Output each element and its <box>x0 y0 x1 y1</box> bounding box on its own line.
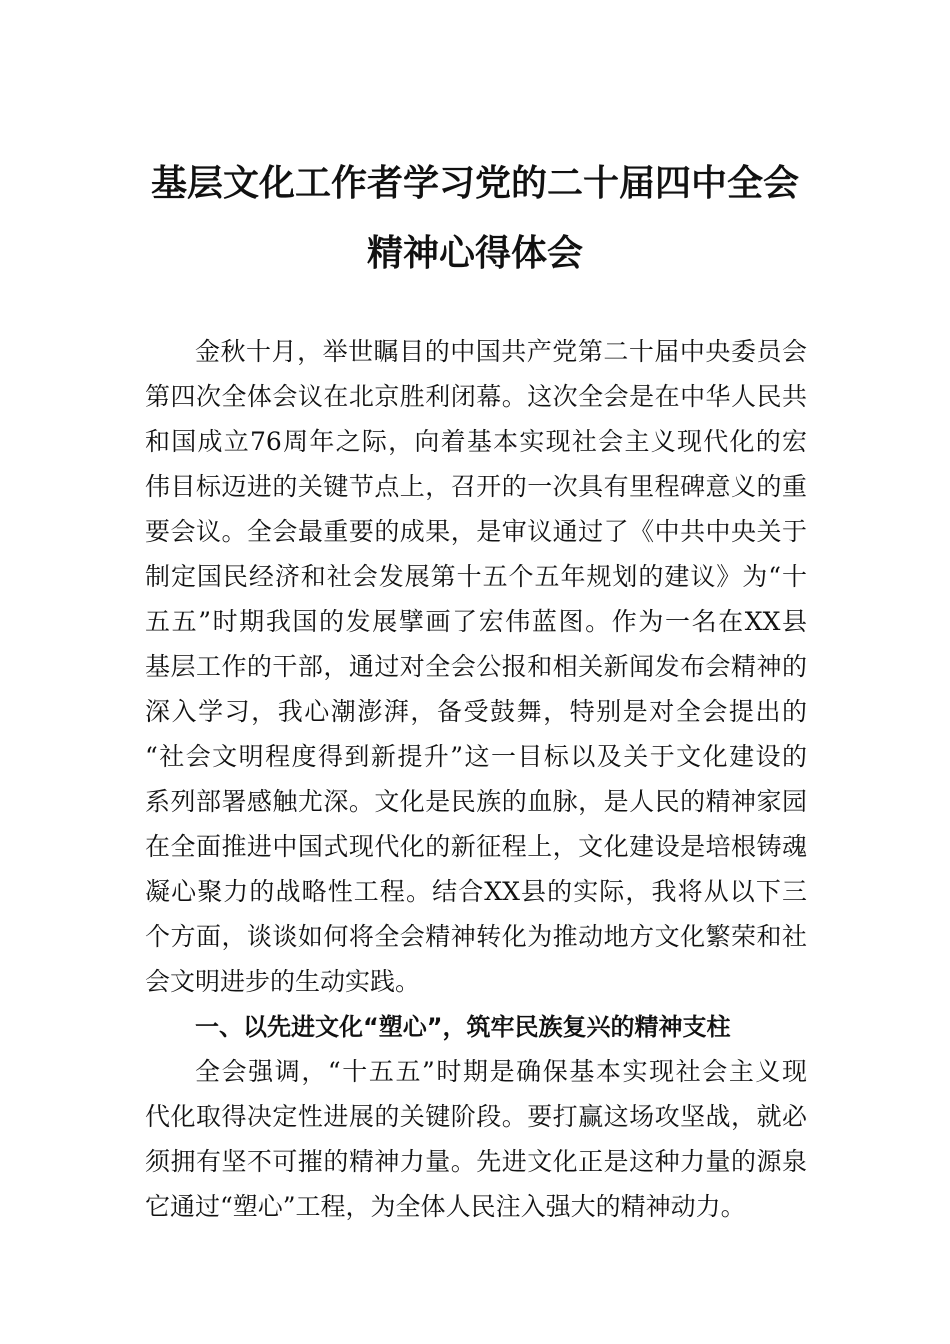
paragraph-line: 会文明进步的生动实践。 <box>145 967 421 996</box>
paragraph-line: 制定国民经济和社会发展第十五个五年规划的建议》为“十 <box>145 562 807 591</box>
document-title-line-2: 精神心得体会 <box>366 233 583 274</box>
paragraph-line: 代化取得决定性进展的关键阶段。要打赢这场攻坚战，就必 <box>145 1102 807 1131</box>
paragraph-line: 凝心聚力的战略性工程。结合XX县的实际，我将从以下三 <box>145 877 807 906</box>
paragraph-line: 金秋十月，举世瞩目的中国共产党第二十届中央委员会 <box>195 337 807 366</box>
paragraph-line: 须拥有坚不可摧的精神力量。先进文化正是这种力量的源泉 <box>145 1147 807 1176</box>
paragraph-line: 伟目标迈进的关键节点上，召开的一次具有里程碑意义的重 <box>145 472 807 501</box>
paragraph-line: 第四次全体会议在北京胜利闭幕。这次全会是在中华人民共 <box>145 382 807 411</box>
paragraph-line: 在全面推进中国式现代化的新征程上，文化建设是培根铸魂 <box>145 832 807 861</box>
paragraph-line: 五五”时期我国的发展擘画了宏伟蓝图。作为一名在XX县 <box>145 607 807 636</box>
paragraph-line: 要会议。全会最重要的成果，是审议通过了《中共中央关于 <box>145 517 807 546</box>
paragraph-line: 深入学习，我心潮澎湃，备受鼓舞，特别是对全会提出的 <box>145 697 807 726</box>
paragraph-line: “社会文明程度得到新提升”这一目标以及关于文化建设的 <box>145 742 807 771</box>
section-heading: 一、以先进文化“塑心”，筑牢民族复兴的精神支柱 <box>195 1013 731 1041</box>
paragraph-line: 它通过“塑心”工程，为全体人民注入强大的精神动力。 <box>145 1192 746 1221</box>
paragraph-line: 基层工作的干部，通过对全会公报和相关新闻发布会精神的 <box>145 652 807 681</box>
document-title-line-1: 基层文化工作者学习党的二十届四中全会 <box>150 163 799 204</box>
paragraph-line: 和国成立76周年之际，向着基本实现社会主义现代化的宏 <box>145 427 807 456</box>
paragraph-line: 个方面，谈谈如何将全会精神转化为推动地方文化繁荣和社 <box>145 922 807 951</box>
paragraph-line: 全会强调，“十五五”时期是确保基本实现社会主义现 <box>195 1057 807 1086</box>
paragraph-line: 系列部署感触尤深。文化是民族的血脉，是人民的精神家园 <box>145 787 807 816</box>
